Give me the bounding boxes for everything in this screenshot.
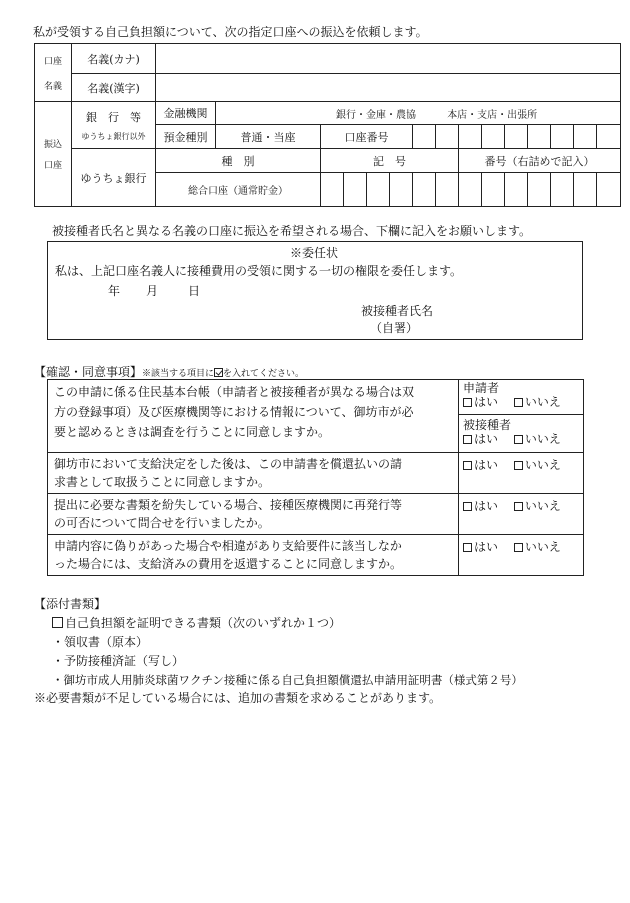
account-no-digit[interactable] <box>528 125 551 149</box>
recipient-yes-checkbox[interactable] <box>463 435 472 444</box>
attachment-main: 自己負担額を証明できる書類（次のいずれか１つ） <box>52 616 341 631</box>
number-digit[interactable] <box>551 173 574 207</box>
answer-2: はい いいえ <box>459 453 584 494</box>
symbol-digit[interactable] <box>367 173 390 207</box>
yucho-kind: 総合口座（通常貯金） <box>156 173 321 207</box>
q2-yes-checkbox[interactable] <box>463 461 472 470</box>
number-digit[interactable] <box>597 173 621 207</box>
applicant-yes-checkbox[interactable] <box>463 398 472 407</box>
institution-label: 金融機関 <box>156 102 216 125</box>
q2-no-checkbox[interactable] <box>514 461 523 470</box>
attachment-sub-1: ・領収書（原本） <box>52 635 149 649</box>
account-no-digit[interactable] <box>574 125 597 149</box>
name-kanji-label: 名義(漢字) <box>72 74 156 102</box>
confirm-heading-row <box>34 361 304 380</box>
symbol-digit[interactable] <box>321 173 344 207</box>
bank-label-cell: 銀 行 等 ゆうちょ銀行以外 <box>72 102 156 149</box>
symbol-digit[interactable] <box>344 173 367 207</box>
number-digit[interactable] <box>459 173 482 207</box>
question-3: 提出に必要な書類を紛失している場合、接種医療機関に再発行等 の可否について問合せを行いましたか。 <box>48 494 459 535</box>
account-table <box>34 43 621 207</box>
furikomi-koza-label: 振込 口座 <box>35 102 72 207</box>
delegation-title: ※委任状 <box>290 246 339 260</box>
attachment-sub-2: ・予防接種済証（写し） <box>52 654 185 668</box>
account-no-digit[interactable] <box>551 125 574 149</box>
recipient-label: 被接種者 <box>463 418 512 432</box>
koza-meigi-label: 口座 名義 <box>35 44 72 102</box>
delegation-note: 被接種者氏名と異なる名義の口座に振込を希望される場合、下欄に記入をお願いします。 <box>52 224 532 238</box>
confirm-table <box>47 379 584 576</box>
yucho-label: ゆうちょ銀行 <box>72 149 156 207</box>
q4-yes-checkbox[interactable] <box>463 543 472 552</box>
account-no-digit[interactable] <box>459 125 482 149</box>
symbol-digit[interactable] <box>413 173 436 207</box>
answer-3: はい いいえ <box>459 494 584 535</box>
applicant-no-checkbox[interactable] <box>514 398 523 407</box>
symbol-digit[interactable] <box>390 173 413 207</box>
deposit-type-options[interactable]: 普通・当座 <box>216 125 321 149</box>
q3-yes-checkbox[interactable] <box>463 502 472 511</box>
symbol-digit[interactable] <box>436 173 459 207</box>
symbol-header: 記 号 <box>321 149 459 173</box>
account-no-digit[interactable] <box>597 125 621 149</box>
institution-types: 銀行・金庫・農協 <box>336 109 416 121</box>
applicant-choice: はい いいえ <box>463 395 579 409</box>
answer-4: はい いいえ <box>459 535 584 576</box>
applicant-label: 申請者 <box>463 381 500 395</box>
q4-no-checkbox[interactable] <box>514 543 523 552</box>
deposit-type-label: 預金種別 <box>156 125 216 149</box>
recipient-choice: はい いいえ <box>463 432 579 446</box>
question-4: 申請内容に偽りがあった場合や相違があり支給要件に該当しなか った場合には、支給済みの費用を返還することに同意しますか。 <box>48 535 459 576</box>
intro-text: 私が受領する自己負担額について、次の指定口座への振込を依頼します。 <box>33 25 428 39</box>
account-no-digit[interactable] <box>482 125 505 149</box>
delegation-text: 私は、上記口座名義人に接種費用の受領に関する一切の権限を委任します。 <box>55 264 463 278</box>
name-kana-label: 名義(カナ) <box>72 44 156 74</box>
confirm-instruction-pre: ※該当する項目に <box>142 369 215 379</box>
question-1: この申請に係る住民基本台帳（申請者と被接種者が異なる場合は双 方の登録事項）及び医療機関等における情報について、御坊市が必 要と認めるときは調査を行うことに同意しますか。 <box>48 380 459 453</box>
q3-no-checkbox[interactable] <box>514 502 523 511</box>
institution-field[interactable] <box>216 102 621 125</box>
name-kana-field[interactable] <box>156 44 621 74</box>
number-header: 番号（右詰めで記入） <box>459 149 621 173</box>
check-mark-icon <box>214 368 223 377</box>
recipient-no-checkbox[interactable] <box>514 435 523 444</box>
attachment-sub-3: ・御坊市成人用肺炎球菌ワクチン接種に係る自己負担額償還払申請用証明書（様式第２号） <box>52 673 523 687</box>
delegation-signer: 被接種者氏名 <box>361 304 434 318</box>
delegation-box <box>47 241 583 340</box>
branch-types: 本店・支店・出張所 <box>447 109 538 121</box>
attachments-heading: 【添付書類】 <box>34 597 107 611</box>
account-no-digit[interactable] <box>505 125 528 149</box>
question-2: 御坊市において支給決定をした後は、この申請書を償還払いの請 求書として取扱うことに同意しますか。 <box>48 453 459 494</box>
attachment-checkbox[interactable] <box>52 617 63 628</box>
number-digit[interactable] <box>528 173 551 207</box>
number-digit[interactable] <box>574 173 597 207</box>
kind-header: 種 別 <box>156 149 321 173</box>
delegation-month: 月 <box>146 284 159 298</box>
answer-1 <box>459 380 584 453</box>
number-digit[interactable] <box>505 173 528 207</box>
number-digit[interactable] <box>482 173 505 207</box>
delegation-signature: （自署） <box>370 321 419 335</box>
attachments-footnote: ※必要書類が不足している場合には、追加の書類を求めることがあります。 <box>34 691 442 705</box>
account-no-label: 口座番号 <box>321 125 413 149</box>
delegation-year: 年 <box>108 284 121 298</box>
delegation-day: 日 <box>188 284 201 298</box>
name-kanji-field[interactable] <box>156 74 621 102</box>
account-no-digit[interactable] <box>436 125 459 149</box>
confirm-heading: 【確認・同意事項】 <box>34 365 143 379</box>
confirm-instruction-post: を入れてください。 <box>223 369 305 379</box>
account-no-digit[interactable] <box>413 125 436 149</box>
